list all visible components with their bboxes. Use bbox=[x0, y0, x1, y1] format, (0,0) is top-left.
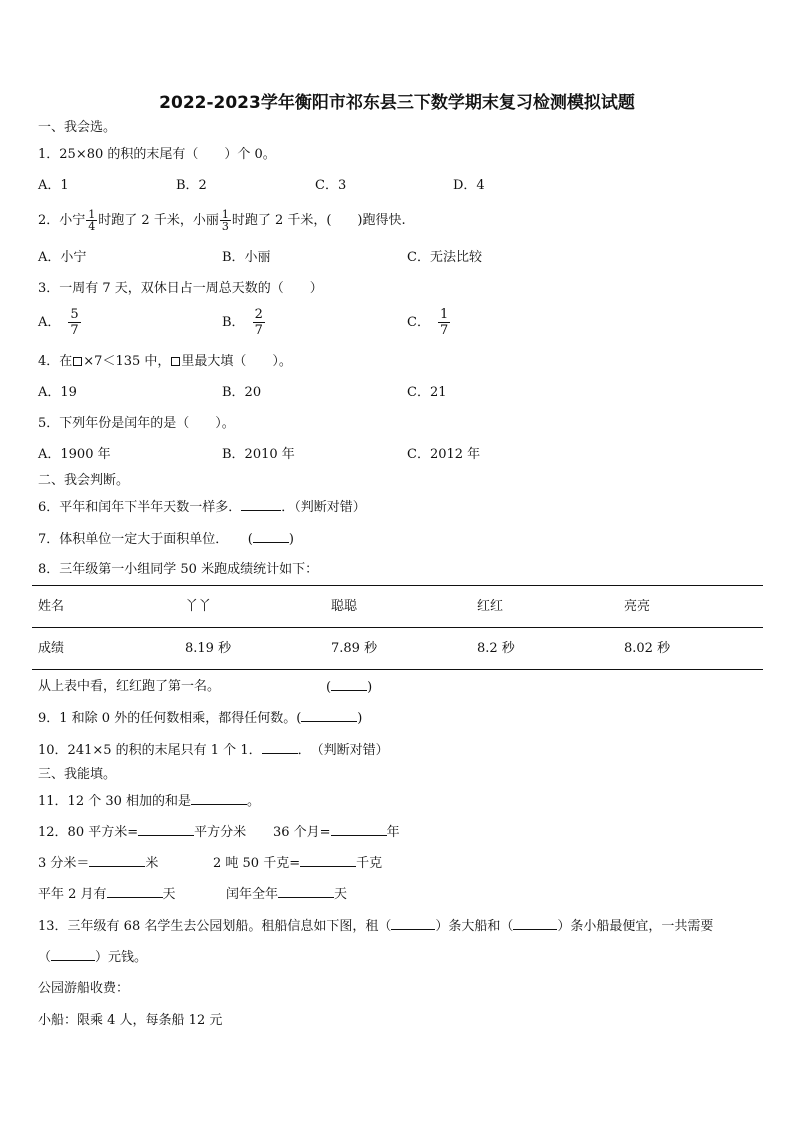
q3-option-a-label: A． bbox=[38, 315, 61, 330]
paren-open: ( bbox=[326, 680, 332, 695]
blank-square-icon bbox=[171, 357, 180, 366]
q4-text-3: 里最大填（ ）。 bbox=[181, 354, 292, 369]
table-bottom-rule bbox=[32, 669, 763, 670]
q7-text-2: ) bbox=[288, 532, 294, 547]
q12-text: 平方分米 bbox=[194, 825, 247, 840]
question-3: 3．一周有 7 天，双休日占一周总天数的（ ） bbox=[38, 281, 323, 296]
q12-text: 36 个月= bbox=[273, 825, 331, 840]
q5-option-a: A．1900 年 bbox=[38, 447, 111, 462]
table-header-cell: 丫丫 bbox=[185, 599, 212, 614]
denominator: 7 bbox=[439, 323, 449, 338]
q3-option-c-label: C． bbox=[407, 315, 430, 330]
answer-blank[interactable] bbox=[89, 854, 145, 867]
numerator: 1 bbox=[221, 208, 229, 221]
q10-text-1: 10．241×5 的积的末尾只有 1 个 1． bbox=[38, 743, 262, 758]
section-heading-3: 三、我能填。 bbox=[38, 767, 117, 782]
section-heading-2: 二、我会判断。 bbox=[38, 473, 130, 488]
blank-square-icon bbox=[73, 357, 82, 366]
q9-text-2: ) bbox=[357, 711, 363, 726]
q12-text: 12．80 平方米= bbox=[38, 825, 139, 840]
question-2 bbox=[38, 208, 406, 234]
question-13-cont bbox=[38, 948, 147, 967]
numerator: 1 bbox=[88, 208, 96, 221]
q12-text: 天 bbox=[162, 887, 176, 902]
q12-text: 天 bbox=[334, 887, 348, 902]
q7-text-1: 7．体积单位一定大于面积单位． ( bbox=[38, 532, 253, 547]
numerator: 1 bbox=[439, 307, 449, 322]
answer-blank[interactable] bbox=[241, 498, 281, 511]
question-10 bbox=[38, 741, 389, 760]
question-12-line-2b bbox=[213, 854, 382, 873]
section-heading-1: 一、我会选。 bbox=[38, 120, 117, 135]
table-header-cell: 红红 bbox=[477, 599, 504, 614]
q13-small-boat: 小船：限乘 4 人，每条船 12 元 bbox=[38, 1013, 223, 1028]
q6-text-1: 6．平年和闰年下半年天数一样多． bbox=[38, 500, 242, 515]
answer-blank[interactable] bbox=[262, 741, 298, 754]
q13-text-2: ）条大船和（ bbox=[435, 919, 514, 934]
question-8: 8．三年级第一小组同学 50 米跑成绩统计如下： bbox=[38, 562, 319, 577]
q4-option-c: C．21 bbox=[407, 385, 447, 400]
question-11 bbox=[38, 792, 260, 811]
question-12-line-1b bbox=[273, 823, 400, 842]
answer-blank[interactable] bbox=[331, 823, 387, 836]
answer-blank[interactable] bbox=[301, 709, 357, 722]
answer-blank[interactable] bbox=[278, 885, 334, 898]
q8-statement: 从上表中看，红红跑了第一名。 bbox=[38, 679, 221, 694]
q2-option-b: B．小丽 bbox=[222, 250, 271, 265]
q5-option-c: C．2012 年 bbox=[407, 447, 481, 462]
q12-text: 2 吨 50 千克= bbox=[213, 856, 301, 871]
q4-text-2: ×7＜135 中， bbox=[83, 354, 171, 369]
answer-blank[interactable] bbox=[253, 530, 289, 543]
q13-text-1: 13．三年级有 68 名学生去公园划船。租船信息如下图，租（ bbox=[38, 919, 392, 934]
paren-close: ) bbox=[367, 680, 373, 695]
page-title: 2022-2023学年衡阳市祁东县三下数学期末复习检测模拟试题 bbox=[159, 93, 635, 113]
table-cell: 成绩 bbox=[38, 641, 65, 656]
q2-text-3: 时跑了 2 千米，( )跑得快. bbox=[231, 213, 406, 228]
q4-option-a: A．19 bbox=[38, 385, 77, 400]
q12-text: 千克 bbox=[356, 856, 383, 871]
answer-blank[interactable] bbox=[331, 678, 367, 691]
denominator: 7 bbox=[254, 323, 263, 338]
q8-answer bbox=[326, 678, 372, 697]
table-middle-rule bbox=[32, 627, 763, 628]
question-5: 5．下列年份是闰年的是（ ）。 bbox=[38, 416, 235, 431]
q12-text: 3 分米＝ bbox=[38, 856, 90, 871]
q2-option-c: C．无法比较 bbox=[407, 250, 482, 265]
q4-text-1: 4．在 bbox=[38, 354, 73, 369]
answer-blank[interactable] bbox=[107, 885, 163, 898]
question-6 bbox=[38, 498, 366, 517]
q4-option-b: B．20 bbox=[222, 385, 262, 400]
denominator: 3 bbox=[221, 220, 229, 233]
question-12-line-3 bbox=[38, 885, 176, 904]
answer-blank[interactable] bbox=[191, 792, 247, 805]
q3-option-b bbox=[222, 307, 266, 338]
table-cell: 8.02 秒 bbox=[624, 641, 671, 656]
question-4 bbox=[38, 353, 292, 371]
q13-fee-heading: 公园游船收费： bbox=[38, 981, 130, 996]
table-header-cell: 亮亮 bbox=[624, 599, 651, 614]
q11-text-2: 。 bbox=[247, 794, 261, 809]
question-7 bbox=[38, 530, 294, 549]
question-12-line-2 bbox=[38, 854, 158, 873]
table-top-rule bbox=[32, 585, 763, 586]
q13-text-5: ）元钱。 bbox=[95, 950, 148, 965]
denominator: 7 bbox=[70, 323, 79, 338]
q5-option-b: B．2010 年 bbox=[222, 447, 295, 462]
q1-option-d: D．4 bbox=[453, 178, 485, 193]
q3-option-b-fraction bbox=[253, 307, 265, 338]
table-cell: 7.89 秒 bbox=[331, 641, 378, 656]
q3-option-c bbox=[407, 307, 451, 338]
q1-option-c: C．3 bbox=[315, 178, 347, 193]
numerator: 2 bbox=[254, 307, 263, 322]
q3-option-c-fraction bbox=[438, 307, 450, 338]
q9-text-1: 9．1 和除 0 外的任何数相乘，都得任何数。( bbox=[38, 711, 302, 726]
table-header-cell: 姓名 bbox=[38, 599, 65, 614]
q3-option-b-label: B． bbox=[222, 315, 245, 330]
q2-fraction-2 bbox=[220, 209, 231, 232]
q2-option-a: A．小宁 bbox=[38, 250, 87, 265]
table-cell: 8.19 秒 bbox=[185, 641, 232, 656]
answer-blank[interactable] bbox=[51, 948, 95, 961]
q13-text-4: （ bbox=[38, 950, 52, 965]
q12-text: 平年 2 月有 bbox=[38, 887, 107, 902]
q3-option-a bbox=[38, 307, 82, 338]
answer-blank[interactable] bbox=[391, 917, 435, 930]
question-13 bbox=[38, 917, 713, 936]
question-1: 1．25×80 的积的末尾有（ ）个 0。 bbox=[38, 147, 276, 162]
table-cell: 8.2 秒 bbox=[477, 641, 515, 656]
question-12-line-3b bbox=[226, 885, 347, 904]
answer-blank[interactable] bbox=[513, 917, 557, 930]
q12-text: 年 bbox=[386, 825, 400, 840]
q2-fraction-1 bbox=[86, 209, 97, 232]
q11-text-1: 11．12 个 30 相加的和是 bbox=[38, 794, 192, 809]
q12-text: 米 bbox=[145, 856, 159, 871]
q10-text-2: ． （判断对错） bbox=[297, 743, 389, 758]
q12-text: 闰年全年 bbox=[226, 887, 279, 902]
question-12-line-1 bbox=[38, 823, 246, 842]
q1-option-a: A．1 bbox=[38, 178, 69, 193]
answer-blank[interactable] bbox=[138, 823, 194, 836]
answer-blank[interactable] bbox=[300, 854, 356, 867]
q6-text-2: ．（判断对错） bbox=[281, 500, 366, 515]
q1-option-b: B．2 bbox=[176, 178, 207, 193]
table-header-cell: 聪聪 bbox=[331, 599, 358, 614]
denominator: 4 bbox=[88, 220, 96, 233]
q2-text-1: 2．小宁 bbox=[38, 213, 86, 228]
numerator: 5 bbox=[70, 307, 79, 322]
q2-text-2: 时跑了 2 千米，小丽 bbox=[98, 213, 219, 228]
question-9 bbox=[38, 709, 362, 728]
q3-option-a-fraction bbox=[68, 307, 80, 338]
q13-text-3: ）条小船最便宜，一共需要 bbox=[557, 919, 714, 934]
